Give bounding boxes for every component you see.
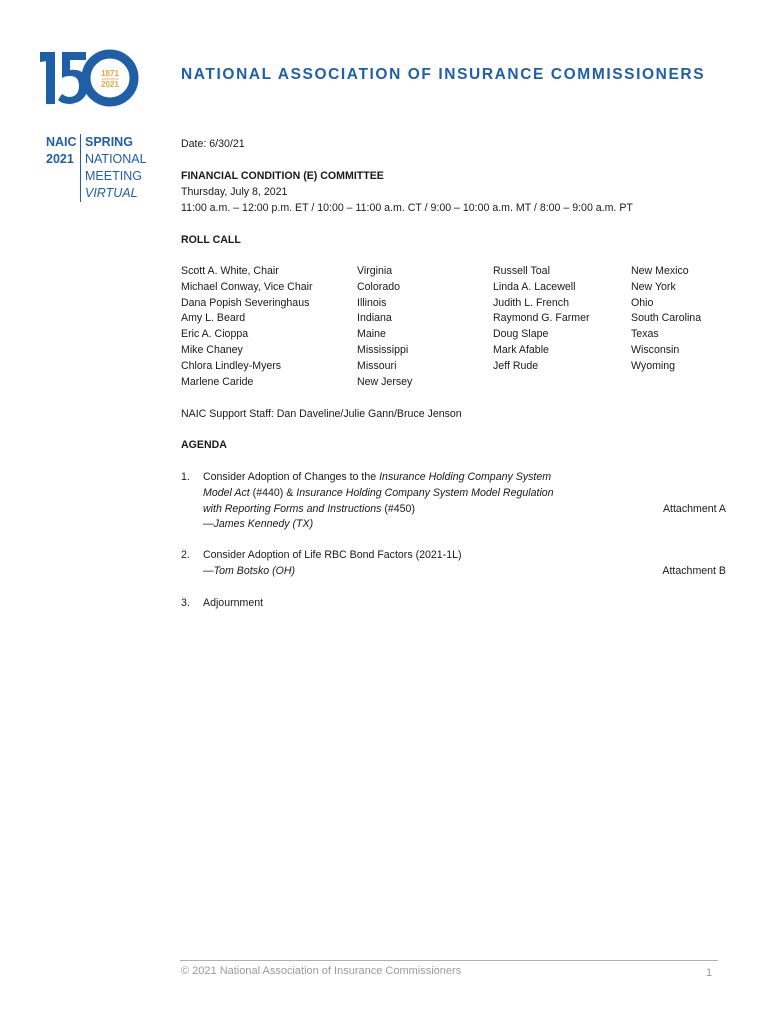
roll-call-names-col-2 bbox=[493, 264, 590, 375]
member-name: Jeff Rude bbox=[493, 359, 539, 372]
member-state: Ohio bbox=[631, 296, 654, 309]
footer-divider bbox=[180, 960, 718, 961]
org-title: NATIONAL ASSOCIATION OF INSURANCE COMMISSIONERS bbox=[181, 66, 706, 83]
agenda-presenter: —Tom Botsko (OH) bbox=[203, 564, 296, 577]
footer-copyright: © 2021 National Association of Insurance Commissioners bbox=[181, 965, 462, 977]
member-state: New York bbox=[631, 280, 676, 293]
agenda-line: Consider Adoption of Changes to the Insurance Holding Company System bbox=[203, 471, 552, 483]
agenda-item bbox=[181, 548, 726, 580]
member-state: Wyoming bbox=[631, 359, 676, 372]
badge-national: NATIONAL bbox=[80, 151, 147, 168]
member-name: Dana Popish Severinghaus bbox=[181, 296, 310, 309]
badge-meeting: MEETING bbox=[80, 168, 142, 185]
agenda-presenter: —James Kennedy (TX) bbox=[203, 518, 314, 531]
roll-call-heading: ROLL CALL bbox=[181, 234, 241, 246]
member-state: Virginia bbox=[357, 265, 393, 277]
agenda-line: Model Act (#440) & Insurance Holding Company System Model Regulation bbox=[203, 486, 554, 499]
member-state: Colorado bbox=[357, 280, 400, 293]
attachment-label: Attachment A bbox=[662, 502, 726, 515]
member-state: New Mexico bbox=[631, 265, 689, 277]
member-state: South Carolina bbox=[631, 312, 702, 325]
naic-150-logo bbox=[40, 44, 140, 108]
meeting-time: 11:00 a.m. – 12:00 p.m. ET / 10:00 – 11:00 a.m. CT / 9:00 – 10:00 a.m. MT / 8:00 – 9:00 a.m. PT bbox=[181, 202, 633, 214]
badge-naic: NAIC bbox=[46, 135, 77, 149]
member-name: Marlene Caride bbox=[181, 375, 254, 388]
member-name: Mike Chaney bbox=[181, 343, 243, 356]
member-state: New Jersey bbox=[357, 375, 413, 388]
member-name: Mark Afable bbox=[493, 343, 549, 356]
page-number: 1 bbox=[706, 967, 713, 979]
agenda-line: Consider Adoption of Life RBC Bond Factors (2021-1L) bbox=[203, 549, 462, 561]
agenda-heading: AGENDA bbox=[181, 439, 227, 451]
agenda-line: Adjournment bbox=[203, 597, 264, 609]
agenda-number: 1. bbox=[181, 471, 190, 483]
member-name: Raymond G. Farmer bbox=[493, 312, 590, 325]
roll-call-names-col-1 bbox=[181, 264, 313, 390]
member-state: Texas bbox=[631, 328, 659, 341]
member-name: Scott A. White, Chair bbox=[181, 265, 279, 277]
committee-title: FINANCIAL CONDITION (E) COMMITTEE bbox=[181, 170, 384, 182]
member-name: Chlora Lindley-Myers bbox=[181, 359, 282, 372]
member-name: Judith L. French bbox=[493, 296, 569, 309]
meeting-badge bbox=[46, 134, 147, 202]
member-state: Indiana bbox=[357, 312, 392, 325]
badge-spring: SPRING bbox=[80, 134, 133, 151]
badge-year: 2021 bbox=[46, 152, 74, 166]
logo-year-end: 2021 bbox=[101, 80, 119, 89]
agenda-number: 3. bbox=[181, 597, 190, 609]
roll-call-states-col-1 bbox=[357, 264, 412, 390]
member-name: Michael Conway, Vice Chair bbox=[181, 280, 313, 293]
logo-year-start: 1871 bbox=[101, 69, 119, 78]
agenda-line: with Reporting Forms and Instructions (#450) bbox=[203, 502, 415, 515]
member-name: Linda A. Lacewell bbox=[493, 280, 576, 293]
member-state: Illinois bbox=[357, 296, 387, 309]
member-name: Eric A. Cioppa bbox=[181, 328, 249, 341]
agenda-number: 2. bbox=[181, 549, 190, 561]
doc-date: Date: 6/30/21 bbox=[181, 138, 245, 150]
agenda-item bbox=[181, 596, 726, 612]
member-state: Missouri bbox=[357, 359, 397, 372]
attachment-label: Attachment B bbox=[662, 564, 726, 577]
meeting-day: Thursday, July 8, 2021 bbox=[181, 186, 288, 198]
member-name: Amy L. Beard bbox=[181, 312, 246, 325]
member-name: Doug Slape bbox=[493, 328, 549, 341]
roll-call-states-col-2 bbox=[631, 264, 701, 375]
member-state: Wisconsin bbox=[631, 343, 680, 356]
support-staff: NAIC Support Staff: Dan Daveline/Julie Gann/Bruce Jenson bbox=[181, 408, 462, 420]
agenda-item bbox=[181, 470, 726, 534]
member-name: Russell Toal bbox=[493, 265, 550, 277]
member-state: Mississippi bbox=[357, 343, 409, 356]
badge-virtual: VIRTUAL bbox=[80, 185, 138, 202]
member-state: Maine bbox=[357, 328, 386, 341]
